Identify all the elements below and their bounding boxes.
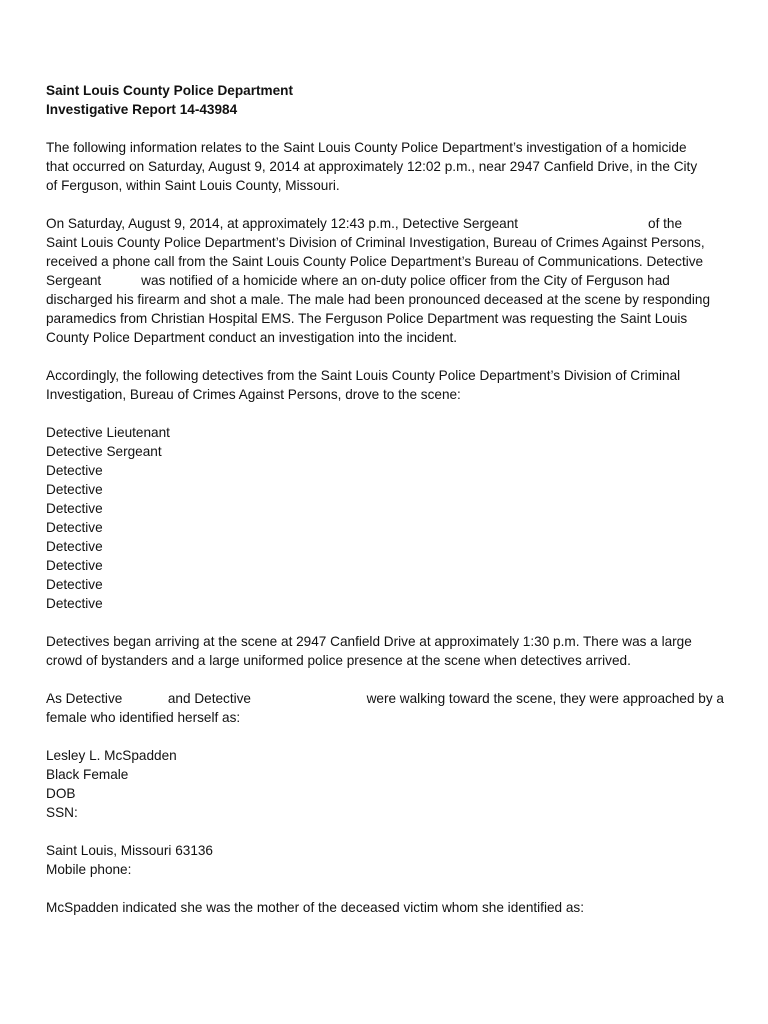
person-race-sex: Black Female — [46, 767, 129, 782]
detective-list-item: Detective — [46, 558, 103, 573]
person-ssn-label: SSN: — [46, 805, 78, 820]
detective-list-item: Detective — [46, 501, 103, 516]
victim-paragraph — [46, 898, 726, 917]
detective-list-item: Detective — [46, 482, 103, 497]
arrival-line-2: crowd of bystanders and a large uniformed police presence at the scene when detectives arrived. — [46, 653, 631, 668]
mobile-phone-label: Mobile phone: — [46, 862, 132, 877]
detective-list-item: Detective — [46, 596, 103, 611]
detective-list-item: Detective — [46, 520, 103, 535]
person-details — [46, 746, 726, 822]
approach-paragraph — [46, 689, 726, 727]
intro-line-1: The following information relates to the Saint Louis County Police Department’s investigation of a homicide — [46, 140, 687, 155]
phone-call-line-4-end: was notified of a homicide where an on-duty police officer from the City of Ferguson had — [141, 273, 670, 288]
approach-line-1-part-2: and Detective — [167, 691, 251, 706]
intro-line-3: of Ferguson, within Saint Louis County, Missouri. — [46, 178, 340, 193]
phone-call-line-6: paramedics from Christian Hospital EMS. The Ferguson Police Department was requesting the Saint Louis — [46, 311, 688, 326]
intro-line-2: that occurred on Saturday, August 9, 2014 at approximately 12:02 p.m., near 2947 Canfield Drive, in the City — [46, 159, 698, 174]
detectives-intro-line-2: Investigation, Bureau of Crimes Against Persons, drove to the scene: — [46, 387, 461, 402]
detectives-intro-paragraph — [46, 366, 726, 404]
detective-list-item: Detective Sergeant — [46, 444, 162, 459]
detective-list-item: Detective — [46, 539, 103, 554]
phone-call-line-4 — [46, 271, 726, 290]
phone-call-line-1-end: of the — [648, 216, 683, 231]
phone-call-line-1 — [46, 214, 726, 233]
detective-list-item: Detective — [46, 463, 103, 478]
detectives-intro-line-1: Accordingly, the following detectives from the Saint Louis County Police Department’s Division of Criminal — [46, 368, 681, 383]
department-title: Saint Louis County Police Department — [46, 83, 293, 98]
detectives-list — [46, 423, 726, 613]
detective-list-item: Detective — [46, 577, 103, 592]
phone-call-line-5: discharged his firearm and shot a male. The male had been pronounced deceased at the scene by responding — [46, 292, 711, 307]
phone-call-paragraph — [46, 214, 726, 347]
report-number-title: Investigative Report 14-43984 — [46, 102, 238, 117]
arrival-line-1: Detectives began arriving at the scene at 2947 Canfield Drive at approximately 1:30 p.m. There was a large — [46, 634, 692, 649]
phone-call-line-7: County Police Department conduct an investigation into the incident. — [46, 330, 458, 345]
approach-line-1-part-1: As Detective — [46, 691, 123, 706]
approach-line-1 — [46, 689, 724, 708]
phone-call-line-3: received a phone call from the Saint Louis County Police Department’s Bureau of Communications. Detective — [46, 254, 704, 269]
phone-call-line-2: Saint Louis County Police Department’s Division of Criminal Investigation, Bureau of Crimes Against Persons, — [46, 235, 705, 250]
approach-line-1-part-3: were walking toward the scene, they were approached by a — [366, 691, 724, 706]
address-city-line: Saint Louis, Missouri 63136 — [46, 843, 213, 858]
address-details — [46, 841, 726, 879]
intro-paragraph — [46, 138, 726, 195]
report-header — [46, 81, 726, 119]
person-dob-label: DOB — [46, 786, 76, 801]
detective-list-item: Detective Lieutenant — [46, 425, 170, 440]
phone-call-line-1-start: On Saturday, August 9, 2014, at approximately 12:43 p.m., Detective Sergeant — [46, 216, 519, 231]
person-name: Lesley L. McSpadden — [46, 748, 177, 763]
approach-line-2: female who identified herself as: — [46, 710, 241, 725]
phone-call-line-4-start: Sergeant — [46, 273, 102, 288]
report-page — [46, 81, 726, 917]
arrival-paragraph — [46, 632, 726, 670]
victim-line: McSpadden indicated she was the mother of the deceased victim whom she identified as: — [46, 900, 585, 915]
